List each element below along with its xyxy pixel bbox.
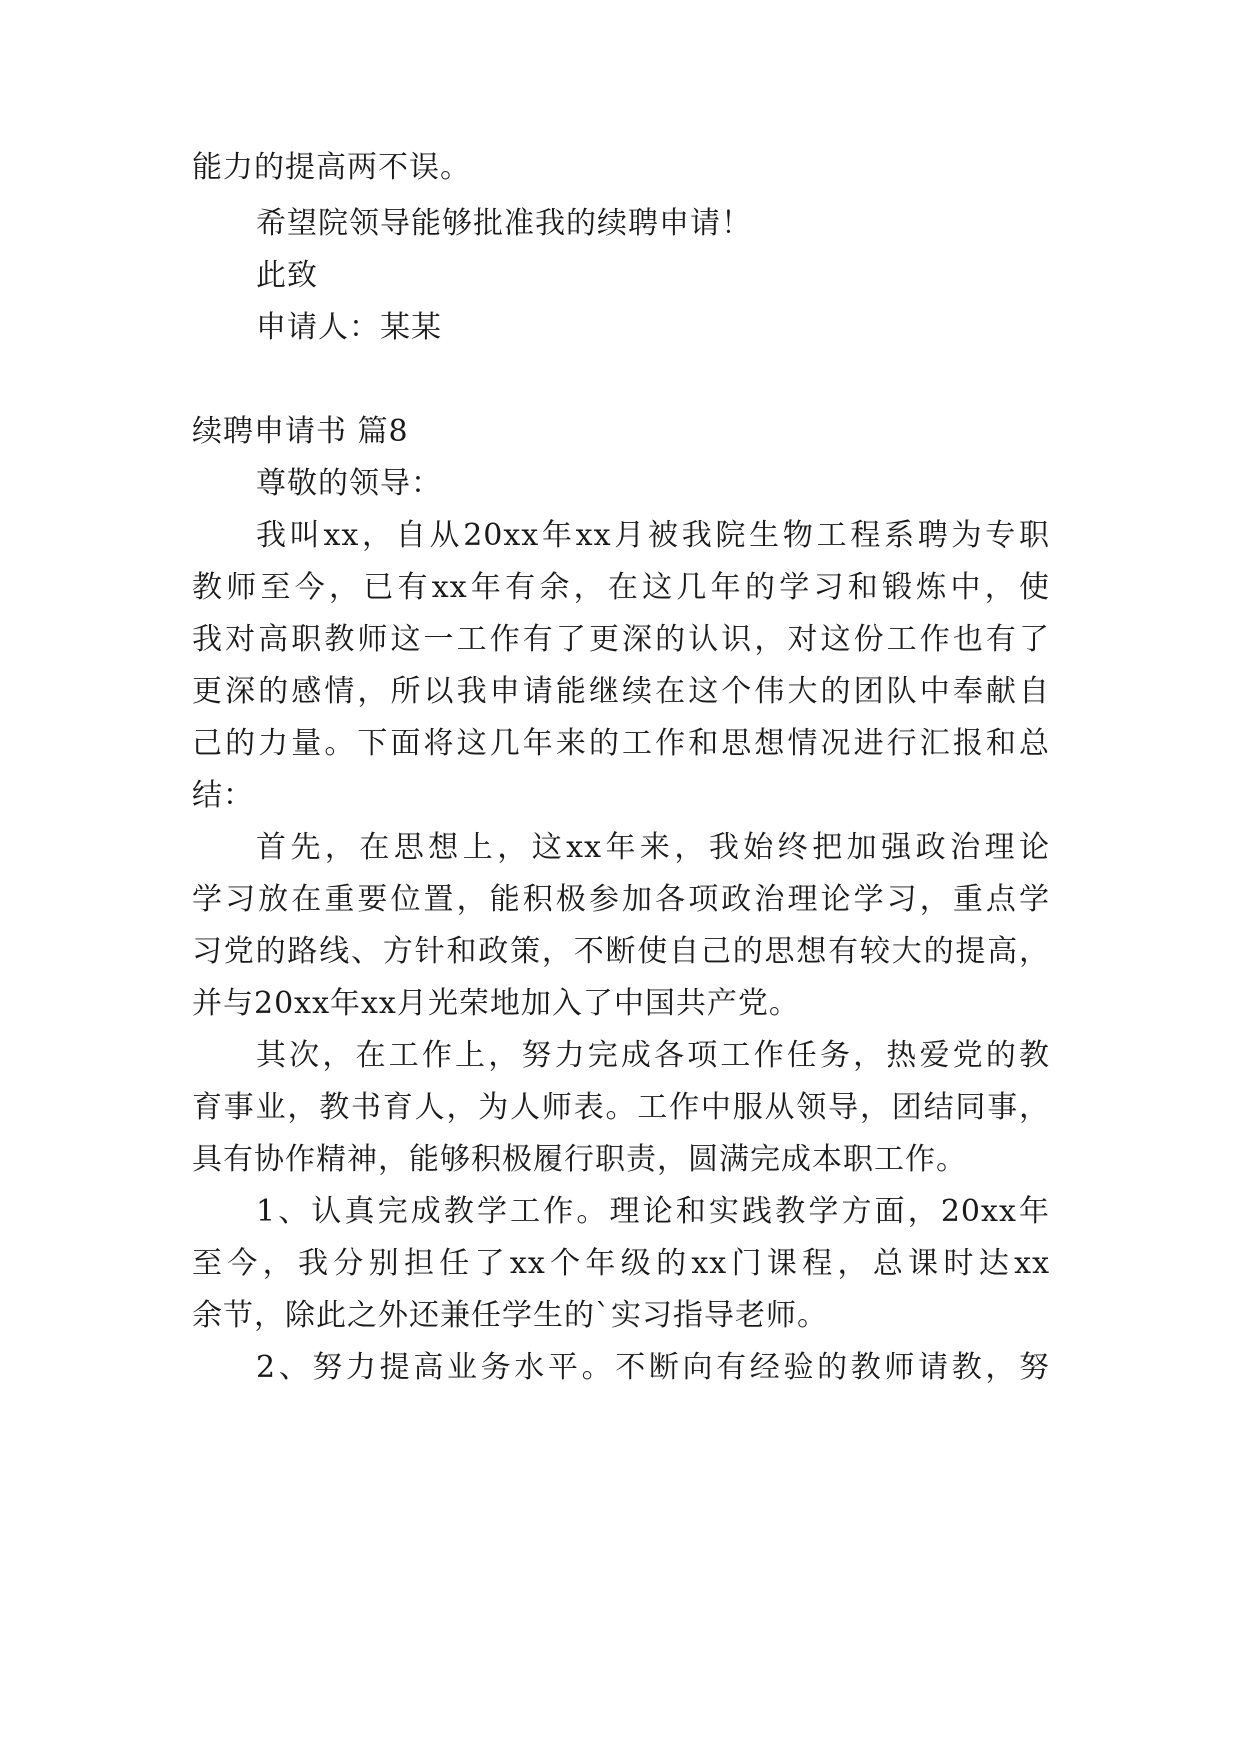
text-line: 其次，在工作上，努力完成各项工作任务，热爱党的教 — [256, 1038, 1050, 1073]
text-line: 至今，我分别担任了xx个年级的xx门课程，总课时达xx — [192, 1246, 1050, 1281]
salutation: 尊敬的领导： — [256, 466, 442, 501]
text-line: 希望院领导能够批准我的续聘申请！ — [256, 206, 752, 241]
text-line: 2、努力提高业务水平。不断向有经验的教师请教，努 — [256, 1350, 1050, 1385]
text-line: 并与20xx年xx月光荣地加入了中国共产党。 — [192, 986, 800, 1021]
text-line: 更深的感情，所以我申请能继续在这个伟大的团队中奉献自 — [192, 674, 1050, 709]
text-line: 能力的提高两不误。 — [192, 150, 471, 185]
text-line: 育事业，教书育人，为人师表。工作中服从领导，团结同事， — [192, 1090, 1050, 1125]
text-line: 具有协作精神，能够积极履行职责，圆满完成本职工作。 — [192, 1142, 967, 1177]
text-line: 习党的路线、方针和政策，不断使自己的思想有较大的提高， — [192, 934, 1050, 969]
signature-line: 申请人：某某 — [256, 310, 442, 345]
text-line: 己的力量。下面将这几年来的工作和思想情况进行汇报和总 — [192, 726, 1050, 761]
text-line: 首先，在思想上，这xx年来，我始终把加强政治理论 — [256, 830, 1050, 865]
closing-line: 此致 — [256, 258, 318, 293]
text-line: 学习放在重要位置，能积极参加各项政治理论学习，重点学 — [192, 882, 1050, 917]
section-heading: 续聘申请书 篇8 — [192, 414, 409, 449]
text-line: 我叫xx，自从20xx年xx月被我院生物工程系聘为专职 — [256, 518, 1050, 553]
text-line: 我对高职教师这一工作有了更深的认识，对这份工作也有了 — [192, 622, 1050, 657]
text-line: 余节，除此之外还兼任学生的`实习指导老师。 — [192, 1298, 828, 1333]
text-line: 教师至今，已有xx年有余，在这几年的学习和锻炼中，使 — [192, 570, 1050, 605]
text-line: 1、认真完成教学工作。理论和实践教学方面，20xx年 — [256, 1194, 1050, 1229]
text-line: 结： — [192, 778, 254, 813]
